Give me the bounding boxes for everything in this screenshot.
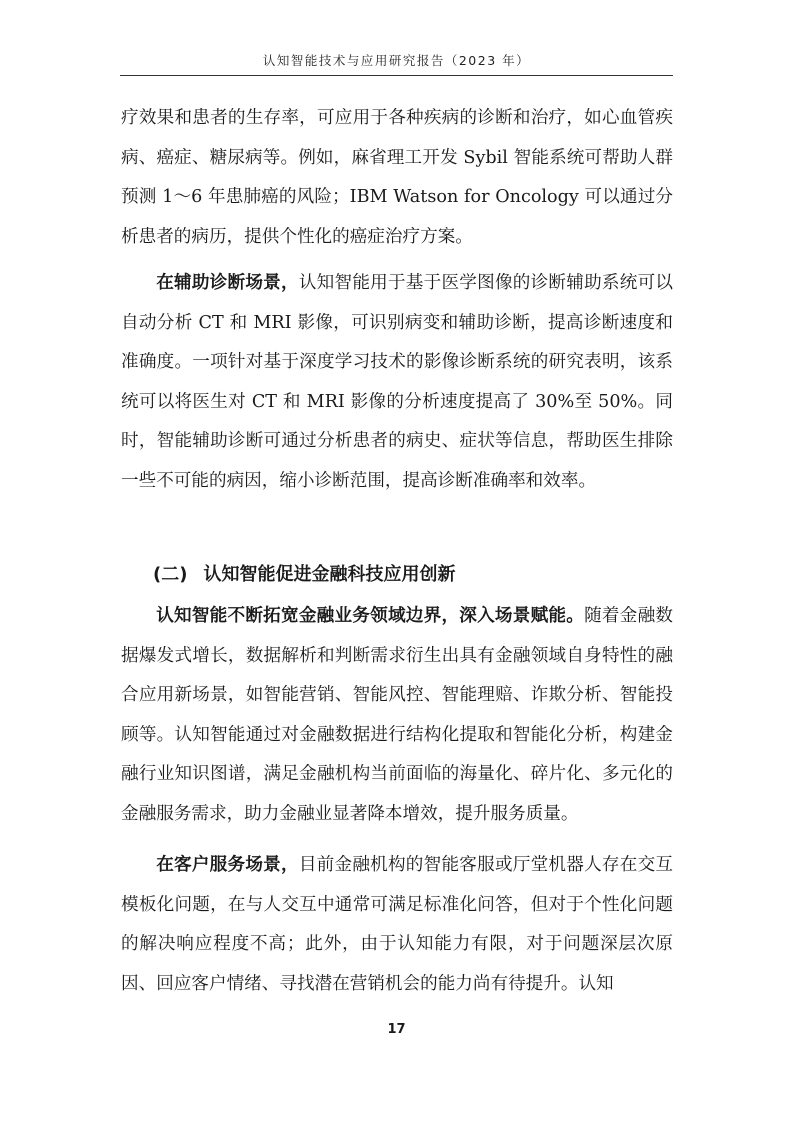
paragraph-text: 随着金融数据爆发式增长，数据解析和判断需求衍生出具有金融领域自身特性的融合应用新场景，如智能营销、智能风控、智能理赔、诈欺分析、智能投顾等。认知智能通过对金融数据进行结构化提取和智能化分析，构建金融行业知识图谱，满足金融机构当前面临的海量化、碎片化、多元化的金融服务需求，助力金融业显著降本增效，提升服务质量。: [121, 606, 673, 824]
paragraph-text: 目前金融机构的智能客服或厅堂机器人存在交互模板化问题，在与人交互中通常可满足标准化问答，但对于个性化问题的解决响应程度不高；此外，由于认知能力有限，对于问题深层次原因、回应客户情绪、寻找潜在营销机会的能力尚有待提升。认知: [121, 855, 673, 994]
paragraph-text: 疗效果和患者的生存率，可应用于各种疾病的诊断和治疗，如心血管疾病、癌症、糖尿病等。例如，麻省理工开发 Sybil 智能系统可帮助人群预测 1～6 年患肺癌的风险；IBM Watson for Oncology 可以通过分析患者的病历，提供个性化的癌症治疗方案。: [121, 108, 673, 247]
paragraph-lead: 在辅助诊断场景，: [156, 273, 299, 293]
paragraph-lead: 在客户服务场景，: [156, 855, 299, 875]
header-rule: [120, 75, 673, 76]
running-header: 认知智能技术与应用研究报告（2023 年）: [262, 53, 531, 68]
paragraph-text: 认知智能用于基于医学图像的诊断辅助系统可以自动分析 CT 和 MRI 影像，可识别病变和辅助诊断，提高诊断速度和准确度。一项针对基于深度学习技术的影像诊断系统的研究表明，该系统可以将医生对 CT 和 MRI 影像的分析速度提高了 30%至 50%。同时，智能辅助诊断可通过分析患者的病史、症状等信息，帮助医生排除一些不可能的病因，缩小诊断范围，提高诊断准确率和效率。: [121, 273, 673, 491]
section-number: (二): [153, 564, 188, 585]
paragraph-lead: 认知智能不断拓宽金融业务领域边界，深入场景赋能。: [156, 606, 585, 626]
paragraph-customer-service: [121, 846, 673, 1004]
page-number: 17: [387, 1022, 406, 1037]
paragraph-medical-outcomes: [121, 99, 673, 257]
section-title: 认知智能促进金融科技应用创新: [203, 564, 456, 585]
paragraph-assisted-diagnosis: [121, 264, 673, 501]
paragraph-fintech-scenarios: [121, 597, 673, 834]
section-heading: [153, 560, 455, 590]
